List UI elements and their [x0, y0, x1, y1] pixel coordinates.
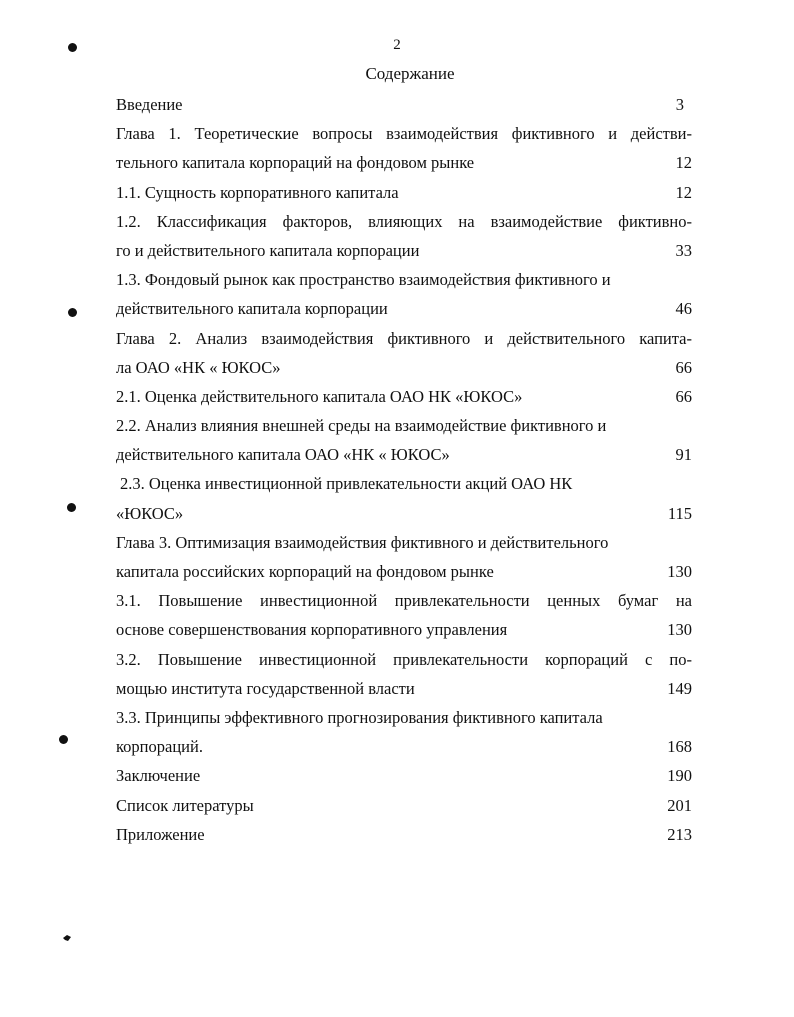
- toc-entry-page: 91: [675, 445, 692, 465]
- toc-entry-page: 130: [667, 620, 692, 640]
- toc-entry-1-2-cont: [116, 236, 692, 265]
- toc-entry-3-3-cont: [116, 732, 692, 761]
- toc-entry-page: 3: [675, 95, 684, 114]
- toc-entry-label: 2.1. Оценка действительного капитала ОАО НК «ЮКОС»: [116, 386, 523, 406]
- punch-hole-dot: [67, 503, 76, 512]
- toc-entry-page: 190: [667, 766, 692, 786]
- toc-entry-chapter-1: [116, 119, 692, 148]
- toc-entry-label: 3.2. Повышение инвестиционной привлекательности корпораций с по-: [116, 649, 692, 669]
- toc-entry-label: Введение: [116, 95, 183, 114]
- toc-entry-label: го и действительного капитала корпорации: [116, 240, 420, 260]
- toc-entry-1-3-cont: [116, 294, 692, 323]
- toc-entry-chapter-2: [116, 324, 692, 353]
- toc-entry-label: корпораций.: [116, 737, 203, 757]
- toc-entry-bibliography: [116, 791, 692, 820]
- toc-entry-label: 2.2. Анализ влияния внешней среды на взаимодействие фиктивного и: [116, 416, 607, 436]
- punch-hole-dot: [68, 308, 77, 317]
- toc-entry-label: Глава 3. Оптимизация взаимодействия фиктивного и действительного: [116, 532, 609, 552]
- toc-entry-chapter-1-cont: [116, 148, 692, 177]
- toc-entry-label: 1.1. Сущность корпоративного капитала: [116, 182, 399, 202]
- toc-entry-label: Список литературы: [116, 795, 254, 815]
- toc-entry-conclusion: [116, 761, 692, 790]
- page-number: 2: [393, 37, 401, 53]
- toc-entry-label: тельного капитала корпораций на фондовом рынке: [116, 153, 475, 173]
- toc-entry-page: 12: [675, 153, 692, 173]
- toc-entry-chapter-3: [116, 528, 692, 557]
- toc-entry-page: 66: [675, 386, 692, 406]
- toc-entry-chapter-3-cont: [116, 557, 692, 586]
- toc-entry-2-1: [116, 382, 692, 411]
- toc-entry-label: ла ОАО «НК « ЮКОС»: [116, 357, 281, 377]
- toc-entry-label: 1.2. Классификация факторов, влияющих на взаимодействие фиктивно-: [116, 211, 692, 231]
- toc-entry-label: Глава 2. Анализ взаимодействия фиктивного и действительного капита-: [116, 328, 692, 348]
- toc-entry-page: 213: [667, 824, 692, 844]
- toc-entry-3-1-cont: [116, 615, 692, 644]
- toc-entry-page: 201: [667, 795, 692, 815]
- toc-entry-label: 2.3. Оценка инвестиционной привлекательности акций ОАО НК: [120, 474, 573, 494]
- toc-entry-page: 33: [675, 240, 692, 260]
- toc-entry-2-2-cont: [116, 440, 692, 469]
- toc-entry-page: 66: [675, 357, 692, 377]
- toc-entry-1-3: [116, 265, 692, 294]
- toc-entry-label: Заключение: [116, 766, 201, 786]
- toc-entry-label: 3.1. Повышение инвестиционной привлекательности ценных бумаг на: [116, 591, 692, 611]
- toc-entry-2-3: [116, 469, 692, 498]
- toc-entry-label: 3.3. Принципы эффективного прогнозирования фиктивного капитала: [116, 707, 603, 727]
- toc-entry-page: 46: [675, 299, 692, 319]
- page-title: Содержание: [365, 64, 455, 83]
- toc-entry-3-3: [116, 703, 692, 732]
- toc-entry-introduction: [116, 90, 692, 119]
- toc-entry-label: Глава 1. Теоретические вопросы взаимодействия фиктивного и действи-: [116, 124, 692, 144]
- toc-entry-1-2: [116, 207, 692, 236]
- toc-entry-1-1: [116, 178, 692, 207]
- toc-entry-label: 1.3. Фондовый рынок как пространство взаимодействия фиктивного и: [116, 270, 611, 290]
- toc-entry-label: мощью института государственной власти: [116, 678, 415, 698]
- toc-entry-chapter-2-cont: [116, 353, 692, 382]
- toc-entry-label: Приложение: [116, 824, 205, 844]
- toc-entry-page: 115: [667, 503, 692, 523]
- punch-hole-dot: [59, 735, 68, 744]
- toc-entry-page: 149: [667, 678, 692, 698]
- toc-entry-3-1: [116, 586, 692, 615]
- toc-entry-label: капитала российских корпораций на фондовом рынке: [116, 562, 494, 581]
- toc-entry-3-2: [116, 645, 692, 674]
- toc-entry-page: 12: [675, 182, 692, 202]
- toc-entry-page: 130: [667, 562, 692, 581]
- toc-entry-label: основе совершенствования корпоративного управления: [116, 620, 508, 640]
- punch-hole-dot: [68, 43, 77, 52]
- scan-mark: [62, 934, 72, 942]
- toc-entry-3-2-cont: [116, 674, 692, 703]
- toc-entry-label: действительного капитала корпорации: [116, 299, 388, 319]
- toc-entry-label: действительного капитала ОАО «НК « ЮКОС»: [116, 445, 450, 465]
- toc-entry-2-3-cont: [116, 499, 692, 528]
- toc-entry-2-2: [116, 411, 692, 440]
- toc-entry-appendix: [116, 820, 692, 849]
- toc-entry-page: 168: [667, 737, 692, 757]
- table-of-contents: [116, 90, 692, 849]
- toc-entry-label: «ЮКОС»: [116, 503, 184, 523]
